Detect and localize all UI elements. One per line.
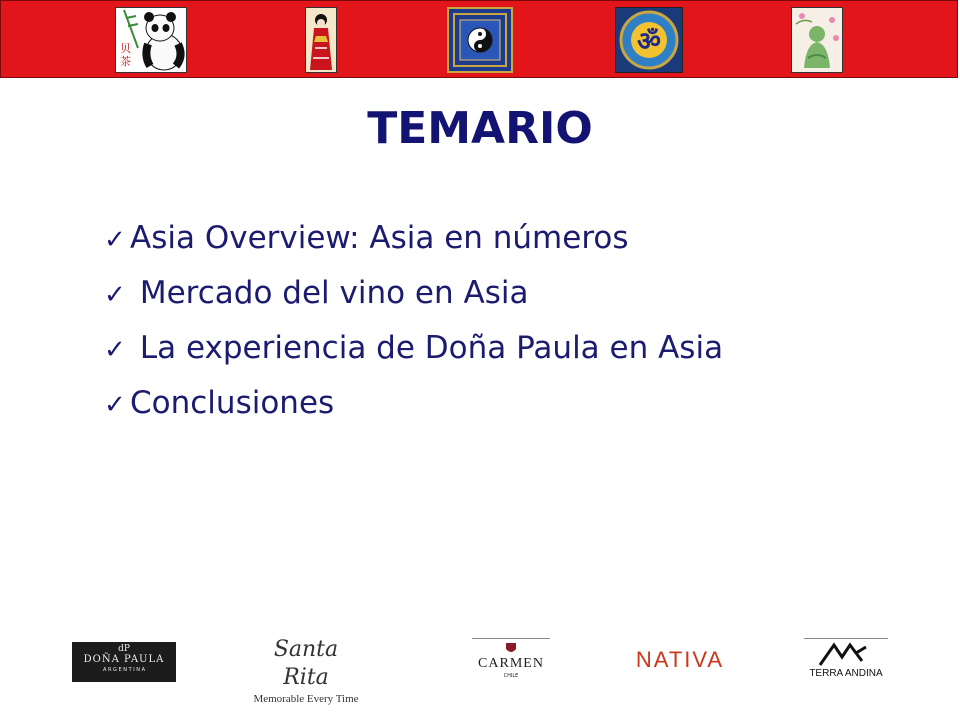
dona-paula-sub: A R G E N T I N A <box>102 667 146 673</box>
santa-rita-logo <box>248 636 364 705</box>
agenda-item-label: Conclusiones <box>130 385 335 421</box>
nativa-logo <box>622 648 738 672</box>
nativa-name: NATIVA <box>635 647 725 672</box>
checkmark-icon: ✓ <box>104 280 126 310</box>
carmen-sub: CHILE <box>503 673 519 679</box>
terra-andina-logo <box>804 638 888 690</box>
mountain-icon <box>816 641 876 667</box>
dona-paula-logo <box>72 642 176 682</box>
checkmark-icon: ✓ <box>104 225 126 255</box>
santa-rita-name: Santa Rita <box>273 637 339 690</box>
agenda-item <box>104 330 723 385</box>
yin-yang-icon <box>447 7 513 73</box>
agenda-item-label: La experiencia de Doña Paula en Asia <box>130 330 724 366</box>
agenda-list <box>104 220 723 440</box>
header-banner <box>0 0 958 78</box>
svg-text:ॐ: ॐ <box>637 27 661 57</box>
om-icon <box>615 7 683 73</box>
agenda-item <box>104 275 723 330</box>
panda-glyphs: 贝 茶 <box>120 42 131 68</box>
agenda-item-label: Mercado del vino en Asia <box>130 275 529 311</box>
brand-logos <box>0 630 960 705</box>
santa-rita-tagline: Memorable Every Time <box>253 693 359 705</box>
carmen-name: CARMEN <box>478 656 544 671</box>
terra-andina-name: TERRA ANDINA <box>809 668 883 679</box>
geisha-icon <box>305 7 337 73</box>
panda-icon <box>115 7 187 73</box>
carmen-crest-icon <box>504 641 518 655</box>
agenda-item-label: Asia Overview: Asia en números <box>130 220 629 256</box>
carmen-logo <box>472 638 550 690</box>
buddha-icon <box>791 7 843 73</box>
agenda-item <box>104 385 723 440</box>
checkmark-icon: ✓ <box>104 335 126 365</box>
dona-paula-name: DOÑA PAULA <box>83 654 165 665</box>
dona-paula-mark: dP <box>118 644 130 654</box>
checkmark-icon: ✓ <box>104 390 126 420</box>
agenda-item <box>104 220 723 275</box>
page-title: TEMARIO <box>367 103 593 154</box>
